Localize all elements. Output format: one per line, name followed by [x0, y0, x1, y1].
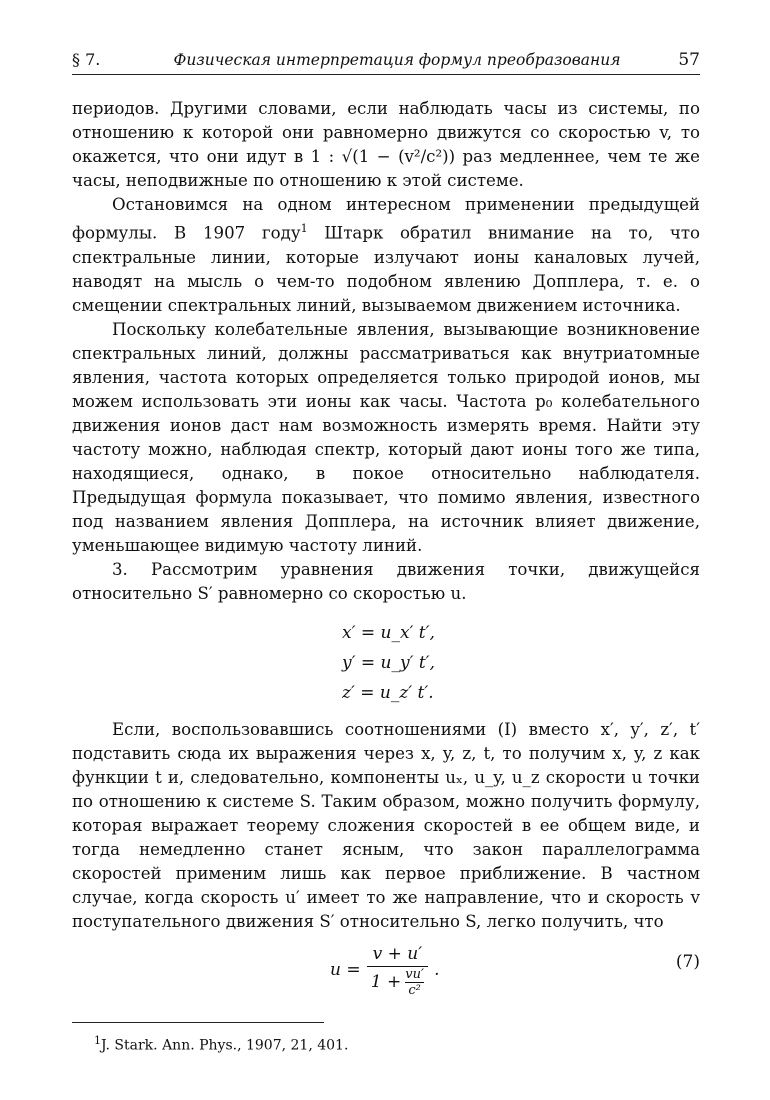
- paragraph-2: [72, 193, 700, 318]
- inner-numerator: vu′: [405, 966, 424, 982]
- formula-body: [330, 942, 439, 998]
- footnote: [94, 1029, 700, 1058]
- footnote-rule: [72, 1022, 324, 1023]
- section-number: § 7.: [72, 50, 101, 69]
- paragraph-1: периодов. Другими словами, если наблюдать часы из системы, по отношению к которой они равномерно движутся со скоростью v, то окажется, что они идут в 1 : √(1 − (v²/c²)) раз медленнее, чем те же часы, неподвижные по отношению к этой системе.: [72, 99, 700, 190]
- book-page: [72, 50, 700, 1057]
- paragraph-3: Поскольку колебательные явления, вызывающие возникновение спектральных линий, должны рассматриваться как внутриатомные явления, частота которых определяется только природой ионов, мы можем использовать эти ионы как часы. Частота p₀ колебательного движения ионов даст нам возможность измерять время. Найти эту частоту можно, наблюдая спектр, который дают ионы того же типа, находящиеся, однако, в покое относительно наблюдателя. Предыдущая формула показывает, что помимо явления, известного под названием явления Допплера, на источник влияет движение, уменьшающее видимую частоту линий.: [72, 319, 700, 555]
- inner-fraction: [405, 967, 424, 998]
- formula-denominator: [367, 967, 428, 998]
- formula-lhs: u =: [330, 959, 361, 980]
- velocity-addition-formula: [72, 942, 700, 1016]
- equation-x: x′ = u_x′ t′,: [342, 622, 435, 643]
- paragraph-5: Если, воспользовавшись соотношениями (I) вместо x′, y′, z′, t′ подставить сюда их выражения через x, y, z, t, то получим x, y, z как функции t и, следовательно, компоненты uₓ, u_y, u_z скорости u точки по отношению к системе S. Таким образом, можно получить формулу, которая выражает теорему сложения скоростей в ее общем виде, и тогда немедленно станет ясным, что закон параллелограмма скоростей применим лишь как первое приближение. В частном случае, когда скорость u′ имеет то же направление, что и скорость v поступательного движения S′ относительно S, легко получить, что: [72, 719, 700, 931]
- page-body: [72, 97, 700, 1057]
- inner-denominator: c²: [408, 982, 421, 998]
- paragraph-2-end: Штарк обратил внимание на то, что спектральные линии, которые излучают ионы каналовых лучей, наводят на мысль о чем-то подобном явлению Допплера, т. е. о смещении спектральных линий, вызываемом движением источника.: [72, 223, 700, 315]
- footnote-mark: 1: [94, 1033, 101, 1047]
- formula-period: .: [434, 959, 440, 980]
- formula-numerator: v + u′: [372, 943, 423, 964]
- page-number: 57: [678, 50, 700, 70]
- running-header: [72, 50, 700, 75]
- header-title-group: [72, 50, 620, 69]
- header-title: Физическая интерпретация формул преобразования: [173, 51, 621, 69]
- footnote-marker: 1: [300, 222, 308, 235]
- denominator-one-plus: 1 +: [370, 972, 402, 993]
- paragraph-2-start: Остановимся на одном интересном применении предыдущей формулы. В 1907 году: [72, 195, 700, 243]
- main-fraction: [367, 942, 428, 998]
- paragraph-4: 3. Рассмотрим уравнения движения точки, движущейся относительно S′ равномерно со скоростью u.: [72, 559, 700, 603]
- equation-y: y′ = u_y′ t′,: [342, 652, 435, 673]
- equation-number: (7): [675, 951, 700, 972]
- footnote-text: J. Stark. Ann. Phys., 1907, 21, 401.: [101, 1037, 349, 1054]
- motion-equations: [342, 618, 700, 708]
- equation-z: z′ = u_z′ t′.: [342, 682, 434, 703]
